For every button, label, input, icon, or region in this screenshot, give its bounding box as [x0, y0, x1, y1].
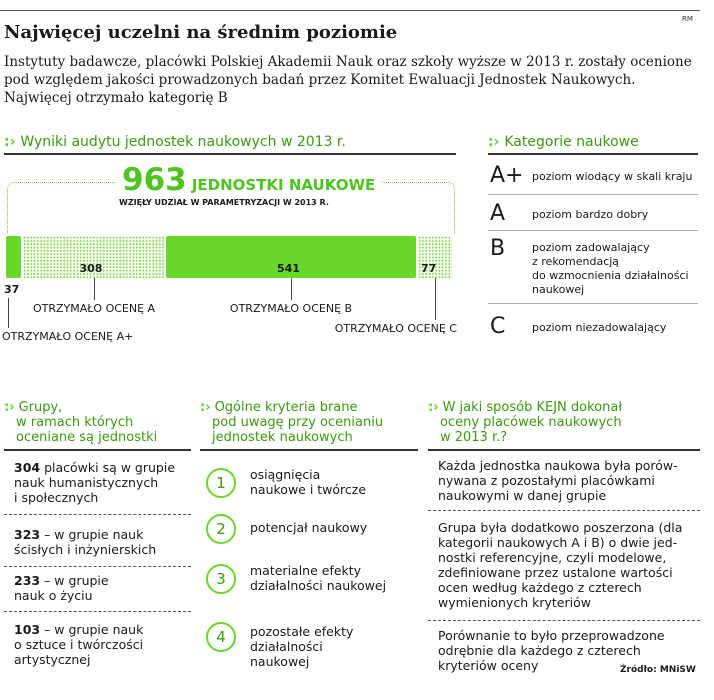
- dashed-separator: [428, 620, 700, 621]
- method-heading: :› W jaki sposób KEJN dokonał oceny placówek naukowych w 2013 r.?: [428, 400, 623, 445]
- page-title: Najwięcej uczelni na średnim poziomie: [4, 22, 398, 43]
- group-item: 323 – w grupie nauk ścisłych i inżynierskich: [14, 527, 157, 557]
- category-code-a: A: [490, 201, 506, 226]
- criterion-number-badge: 4: [206, 622, 236, 652]
- criterion-number-badge: 3: [206, 564, 236, 594]
- category-label: OTRZYMAŁO OCENĘ B: [229, 302, 353, 315]
- category-code-c: C: [490, 314, 506, 339]
- categories-heading: :› Kategorie naukowe: [488, 134, 639, 150]
- bar-value-label: 77: [421, 262, 437, 275]
- bar-segment: [6, 236, 21, 278]
- category-desc-a: poziom bardzo dobry: [532, 208, 649, 221]
- method-item: Grupa była dodatkowo poszerzona (dla kategorii naukowych A i B) o dwie jed- nostki referencyjne, czyli modelowe, zdefiniowane przez ustalone wartości ocen według każdego z czterech wymienionych kryteriów: [438, 520, 683, 610]
- leader-line: [94, 278, 95, 300]
- intro-text: [4, 53, 704, 107]
- criterion-text: potencjał naukowy: [250, 520, 368, 535]
- total-sublabel: WZIĘŁY UDZIAŁ W PARAMETRYZACJI W 2013 R.: [119, 198, 329, 207]
- group-item: 304 placówki są w grupie nauk humanistycznych i społecznych: [14, 460, 176, 505]
- dashed-separator: [4, 566, 191, 567]
- dashed-separator: [428, 510, 700, 511]
- leader-line: [8, 298, 9, 328]
- arrow-right-icon: :›: [4, 400, 15, 415]
- arrow-right-icon: :›: [488, 134, 500, 150]
- category-code-b: B: [490, 236, 506, 261]
- criterion-text: pozostałe efekty działalności naukowej: [250, 624, 354, 669]
- method-heading-rule: [428, 449, 700, 451]
- criterion-text: materialne efekty działalności naukowej: [250, 563, 387, 593]
- leader-line: [435, 278, 436, 320]
- criterion-text: osiągnięcia naukowe i twórcze: [250, 467, 367, 497]
- audit-heading-rule: [4, 153, 456, 155]
- category-desc-b: poziom zadowalający z rekomendacją do wzmocnienia działalności naukowej: [532, 241, 689, 296]
- category-desc-c: poziom niezadowalający: [532, 321, 667, 334]
- categories-heading-rule: [488, 153, 698, 155]
- group-item: 103 – w grupie nauk o sztuce i twórczości artystycznej: [14, 622, 144, 667]
- leader-line: [291, 278, 292, 300]
- top-rule: [0, 10, 700, 11]
- bar-value-label: 37: [4, 283, 20, 296]
- criterion-number-badge: 1: [206, 468, 236, 498]
- category-desc-a-plus: poziom wiodący w skali kraju: [532, 170, 693, 183]
- category-label: OTRZYMAŁO OCENĘ A: [32, 302, 156, 315]
- author-badge: RM: [682, 15, 693, 23]
- method-item: Porównanie to było przeprowadzone odrębnie dla każdego z czterech kryteriów oceny: [438, 628, 665, 673]
- bar-value-label: 308: [79, 262, 103, 275]
- total-label: JEDNOSTKI NAUKOWE: [191, 176, 376, 194]
- total-block: [116, 162, 381, 198]
- category-label: OTRZYMAŁO OCENĘ A+: [2, 330, 134, 343]
- groups-heading: :› Grupy, w ramach których oceniane są jednostki: [4, 400, 158, 445]
- dashed-separator: [4, 514, 191, 515]
- method-item: Każda jednostka naukowa była porów- nywana z pozostałymi placówkami naukowymi w danej grupie: [438, 458, 678, 503]
- intro-line: Instytuty badawcze, placówki Polskiej Akademii Nauk oraz szkoły wyższe w 2013 r. zostały ocenione: [4, 54, 692, 70]
- intro-line: pod względem jakości prowadzonych badań przez Komitet Ewaluacji Jednostek Naukowych.: [4, 72, 636, 88]
- intro-line: Najwięcej otrzymało kategorię B: [4, 90, 228, 106]
- audit-heading: :› Wyniki audytu jednostek naukowych w 2013 r.: [4, 134, 346, 150]
- source-note: Źródło: MNiSW: [620, 665, 696, 675]
- arrow-right-icon: :›: [428, 400, 439, 415]
- groups-heading-rule: [4, 449, 191, 451]
- category-separator: [488, 194, 698, 195]
- arrow-right-icon: :›: [200, 400, 211, 415]
- criteria-heading: :› Ogólne kryteria brane pod uwagę przy ocenianiu jednostek naukowych: [200, 400, 384, 445]
- dashed-separator: [4, 611, 191, 612]
- criterion-number-badge: 2: [206, 514, 236, 544]
- category-label: OTRZYMAŁO OCENĘ C: [334, 322, 457, 335]
- group-item: 233 – w grupie nauk o życiu: [14, 573, 109, 603]
- bar-value-label: 541: [277, 262, 300, 275]
- arrow-right-icon: :›: [4, 134, 16, 150]
- category-code-a-plus: A+: [490, 163, 524, 188]
- category-separator: [488, 230, 698, 231]
- criteria-heading-rule: [200, 449, 418, 451]
- category-separator: [488, 303, 698, 304]
- total-number: 963: [122, 162, 187, 198]
